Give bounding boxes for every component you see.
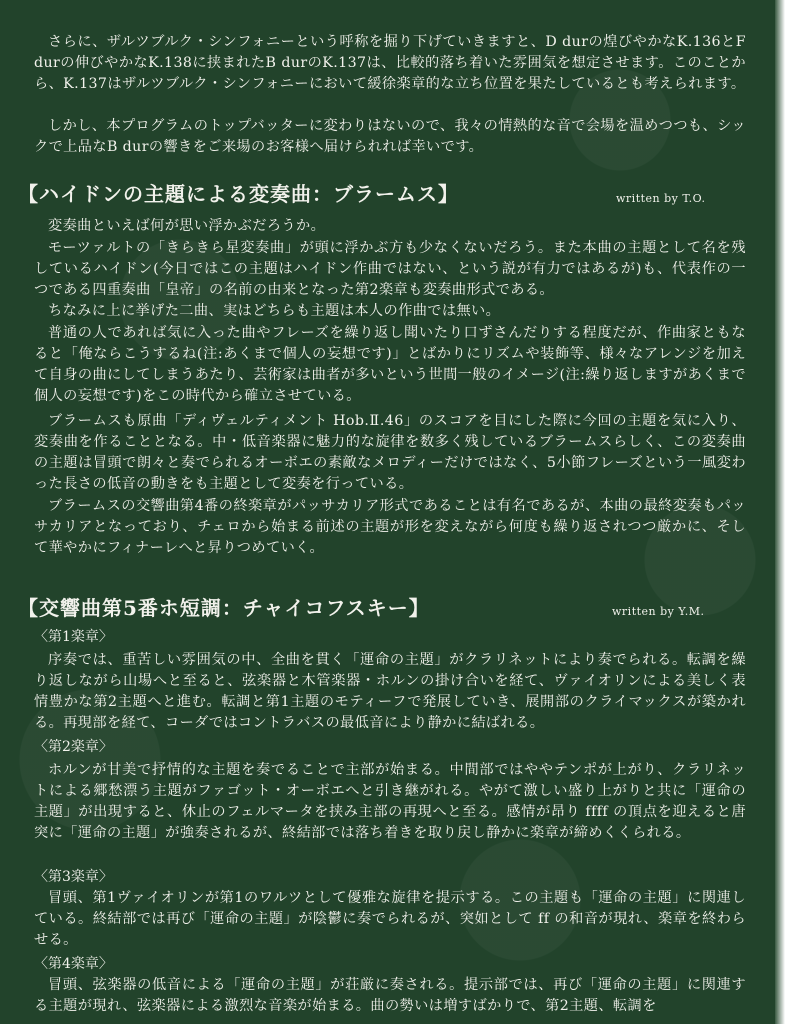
movement-2-text: ホルンが甘美で抒情的な主題を奏でることで主部が始まる。中間部ではややテンポが上がり、クラリネットによる郷愁漂う主題がファゴット・オーボエへと引き継がれる。やがて激しい盛り上がりと共に「運命の主題」が出現すると、休止のフェルマータを挟み主部の再現へと至る。感情が昂り ffff の頂点を迎えると唐突に「運命の主題」が強奏されるが、終結部では落ち着きを取り戻し静かに楽章が締めくくられる。: [34, 762, 746, 841]
section-heading-tchaikovsky: 【交響曲第5番ホ短調：チャイコフスキー】: [18, 596, 430, 620]
brahms-paragraph-1: 変奏曲といえば何が思い浮かぶだろうか。: [48, 218, 326, 234]
movement-3-label: 〈第3楽章〉: [34, 869, 113, 885]
brahms-paragraph-4: 普通の人であれば気に入った曲やフレーズを繰り返し聞いたり口ずさんだりする程度だが、作曲家ともなると「俺ならこうするね(注:あくまで個人の妄想です)」とばかりにリズムや装飾等、様々なアレンジを加えて自身の曲にしてしまうあたり、芸術家は曲者が多いという世間一般のイメージ(注:繰り返しますがあくまで個人の妄想です)をこの時代から確立させている。: [34, 325, 746, 404]
page-edge: [775, 0, 785, 1024]
brahms-paragraph-2: モーツァルトの「きらきら星変奏曲」が頭に浮かぶ方も少なくないだろう。また本曲の主題として名を残しているハイドン(今日ではこの主題はハイドン作曲ではない、という説が有力ではあるが)も、代表作の一つである四重奏曲「皇帝」の名前の由来となった第2楽章も変奏曲形式である。: [34, 240, 746, 298]
brahms-paragraph-3: ちなみに上に挙げた二曲、実はどちらも主題は本人の作曲では無い。: [48, 303, 501, 319]
author-credit-ym: written by Y.M.: [612, 605, 705, 618]
movement-3-text: 冒頭、第1ヴァイオリンが第1のワルツとして優雅な旋律を提示する。この主題も「運命の主題」に関連している。終結部では再び「運命の主題」が陰鬱に奏でられるが、突如として ff の和音が現れ、楽章を終わらせる。: [34, 890, 746, 948]
section-heading-brahms: 【ハイドンの主題による変奏曲：ブラームス】: [18, 182, 459, 206]
movement-1-label: 〈第1楽章〉: [34, 629, 113, 645]
intro-paragraph-1: さらに、ザルツブルク・シンフォニーという呼称を掘り下げていきますと、D durの煌びやかなK.136とF durの伸びやかなK.138に挟まれたB durのK.137は、比較的落ち着いた雰囲気を想定させます。このことから、K.137はザルツブルク・シンフォニーにおいて緩徐楽章的な立ち位置を果たしているとも考えられます。: [34, 34, 746, 92]
intro-paragraph-2: しかし、本プログラムのトップバッターに変わりはないので、我々の情熱的な音で会場を温めつつも、シックで上品なB durの響きをご来場のお客様へ届けられれば幸いです。: [34, 118, 746, 155]
movement-1-text: 序奏では、重苦しい雰囲気の中、全曲を貫く「運命の主題」がクラリネットにより奏でられる。転調を繰り返しながら山場へと至ると、弦楽器と木管楽器・ホルンの掛け合いを経て、ヴァイオリンによる美しく表情豊かな第2主題へと進む。転調と第1主題のモティーフで発展していき、展開部のクライマックスが築かれる。再現部を経て、コーダではコントラバスの最低音により静かに結ばれる。: [34, 652, 746, 731]
brahms-paragraph-6: ブラームスの交響曲第4番の終楽章がパッサカリア形式であることは有名であるが、本曲の最終変奏もパッサカリアとなっており、チェロから始まる前述の主題が形を変えながら何度も繰り返されつつ厳かに、そして華やかにフィナーレへと昇りつめていく。: [34, 498, 746, 556]
author-credit-to: written by T.O.: [616, 192, 706, 205]
movement-4-text: 冒頭、弦楽器の低音による「運命の主題」が荘厳に奏される。提示部では、再び「運命の主題」に関連する主題が現れ、弦楽器による激烈な音楽が始まる。曲の勢いは増すばかりで、第2主題、転調を: [34, 977, 746, 1014]
movement-2-label: 〈第2楽章〉: [34, 739, 113, 755]
movement-4-label: 〈第4楽章〉: [34, 956, 113, 972]
brahms-paragraph-5: ブラームスも原曲「ディヴェルティメント Hob.Ⅱ.46」のスコアを目にした際に今回の主題を気に入り、変奏曲を作ることとなる。中・低音楽器に魅力的な旋律を数多く残しているブラームスらしく、この変奏曲の主題は冒頭で朗々と奏でられるオーボエの素敵なメロディーだけではなく、5小節フレーズという一風変わった長さの低音の動きをも主題として変奏を行っている。: [34, 413, 746, 492]
